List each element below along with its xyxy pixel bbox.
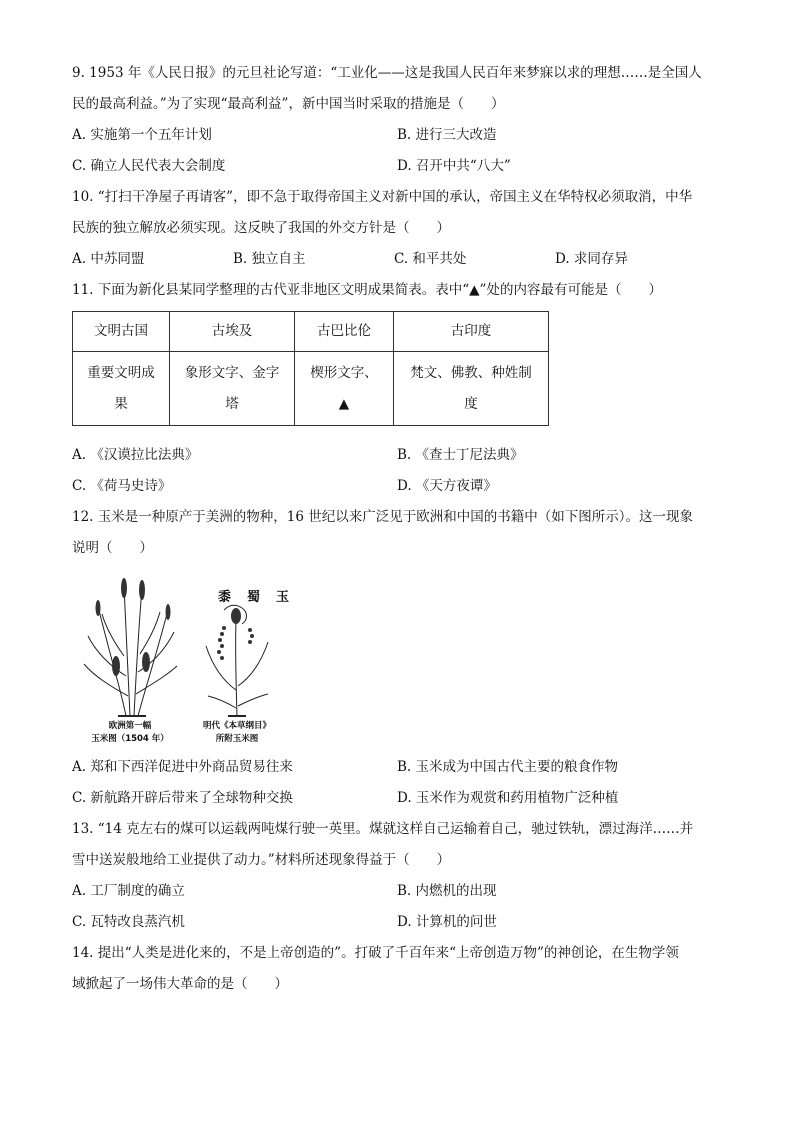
question-text: 说明（ ）	[72, 540, 153, 556]
question-text: 13. “14 克左右的煤可以运载两吨煤行驶一英里。煤就这样自己运输着自己，驰过铁轨，漂过海洋……并	[72, 821, 694, 837]
option-b: B. 独立自主	[233, 251, 306, 267]
corn-plant-illustration	[202, 590, 272, 720]
figure-caption: 玉米图（1504 年）	[91, 734, 169, 744]
option-d: D. 《天方夜谭》	[397, 478, 497, 494]
question-text: 9. 1953 年《人民日报》的元旦社论写道：“工业化——这是我国人民百年来梦寐以求的理想……是全国人	[72, 65, 702, 81]
option-a: A. 中苏同盟	[72, 251, 145, 267]
figure-caption: 欧洲第一幅	[108, 721, 152, 731]
figure-caption: 明代《本草纲目》	[202, 721, 271, 731]
option-b: B. 玉米成为中国古代主要的粮食作物	[397, 759, 619, 775]
question-text: 11. 下面为新化县某同学整理的古代亚非地区文明成果简表。表中“▲”处的内容最有可能是（ ）	[72, 282, 662, 298]
table-cell: 梵文、佛教、种姓制 度	[394, 352, 549, 426]
option-d: D. 召开中共“八大”	[397, 158, 511, 174]
question-text: 雪中送炭般地给工业提供了动力。”材料所述现象得益于（ ）	[72, 852, 451, 868]
question-text: 民的最高利益。”为了实现“最高利益”，新中国当时采取的措施是（ ）	[72, 96, 505, 112]
question-12	[72, 502, 722, 814]
question-text: 12. 玉米是一种原产于美洲的物种，16 世纪以来广泛见于欧洲和中国的书籍中（如下图所示）。这一现象	[72, 509, 693, 525]
table-header-cell: 古巴比伦	[295, 312, 394, 352]
question-14	[72, 938, 722, 1000]
option-b: B. 进行三大改造	[397, 127, 497, 143]
question-text: 10. “打扫干净屋子再请客”，即不急于取得帝国主义对新中国的承认，帝国主义在华特权必须取消，中华	[72, 189, 693, 205]
option-c: C. 《荷马史诗》	[72, 478, 172, 494]
table-header-cell: 文明古国	[73, 312, 170, 352]
option-d: D. 计算机的问世	[397, 914, 497, 930]
option-c: C. 确立人民代表大会制度	[72, 158, 226, 174]
table-header-cell: 古印度	[394, 312, 549, 352]
figure-caption: 所附玉米图	[215, 734, 259, 744]
question-10	[72, 182, 722, 275]
option-b: B. 内燃机的出现	[397, 883, 497, 899]
option-a: A. 工厂制度的确立	[72, 883, 185, 899]
option-a: A. 《汉谟拉比法典》	[72, 447, 199, 463]
question-text: 14. 提出“人类是进化来的，不是上帝创造的”。打破了千百年来“上帝创造万物”的神创论，在生物学领	[72, 945, 679, 961]
option-c: C. 瓦特改良蒸汽机	[72, 914, 185, 930]
option-a: A. 郑和下西洋促进中外商品贸易往来	[72, 759, 293, 775]
table-header-cell: 古埃及	[170, 312, 295, 352]
corn-plant-illustration	[80, 576, 180, 720]
figure-title: 黍蜀玉	[218, 590, 306, 605]
question-13	[72, 814, 722, 938]
european-corn-figure	[80, 576, 180, 746]
question-text: 民族的独立解放必须实现。这反映了我国的外交方针是（ ）	[72, 220, 450, 236]
option-c: C. 新航路开辟后带来了全球物种交换	[72, 790, 293, 806]
question-9	[72, 58, 722, 182]
civilization-table	[72, 311, 549, 426]
option-a: A. 实施第一个五年计划	[72, 127, 212, 143]
option-c: C. 和平共处	[394, 251, 467, 267]
exam-page	[72, 58, 722, 1000]
option-d: D. 求同存异	[555, 251, 628, 267]
corn-figures	[80, 570, 722, 746]
option-d: D. 玉米作为观赏和药用植物广泛种植	[397, 790, 619, 806]
question-11	[72, 275, 722, 502]
chinese-corn-figure	[202, 590, 306, 746]
table-cell: 楔形文字、 ▲	[295, 352, 394, 426]
option-b: B. 《查士丁尼法典》	[397, 447, 524, 463]
table-cell: 重要文明成 果	[73, 352, 170, 426]
table-cell: 象形文字、金字 塔	[170, 352, 295, 426]
question-text: 域掀起了一场伟大革命的是（ ）	[72, 976, 288, 992]
